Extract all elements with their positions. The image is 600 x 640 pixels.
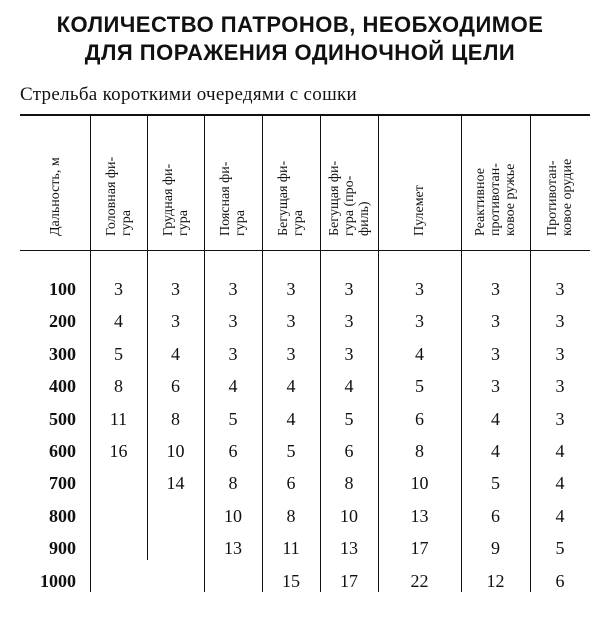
value-cell: 6 (491, 505, 500, 526)
value-cell: 3 (344, 343, 354, 364)
value-cell: 6 (228, 441, 238, 461)
page-title-line-2: ДЛЯ ПОРАЖЕНИЯ ОДИНОЧНОЙ ЦЕЛИ (84, 40, 516, 65)
value-cell: 10 (166, 441, 185, 461)
value-cell: 3 (171, 311, 180, 332)
value-cell: 9 (491, 538, 500, 559)
column-header: Бегущая фи- гура (276, 160, 306, 236)
value-cell: 3 (555, 311, 565, 332)
value-cell: 8 (344, 473, 354, 494)
table-subtitle: Стрельба короткими очередями с сошки (20, 84, 358, 105)
value-cell: 3 (415, 311, 424, 332)
distance-cell: 800 (49, 505, 76, 526)
column-header: Реактивное противотан- ковое ружье (473, 163, 518, 236)
value-cell: 3 (555, 408, 565, 429)
column-header: Бегущая фи- гура (про- филь) (326, 160, 372, 236)
value-cell: 3 (171, 279, 180, 299)
value-cell: 3 (344, 311, 354, 332)
column-header: Головная фи- гура (103, 156, 134, 236)
value-cell: 15 (282, 570, 300, 591)
value-cell: 3 (491, 311, 500, 332)
value-cell: 4 (344, 376, 354, 397)
distance-cell: 200 (49, 311, 76, 332)
value-cell: 4 (286, 408, 296, 429)
page-title-line-1: КОЛИЧЕСТВО ПАТРОНОВ, НЕОБХОДИМОЕ (56, 12, 544, 37)
value-cell: 3 (491, 279, 500, 299)
value-cell: 8 (228, 473, 238, 494)
value-cell: 3 (228, 311, 238, 332)
value-cell: 5 (114, 343, 123, 364)
value-cell: 3 (114, 279, 123, 299)
value-cell: 5 (555, 538, 565, 559)
distance-cell: 900 (49, 538, 76, 559)
value-cell: 11 (282, 538, 300, 559)
column-header: Пулемет (412, 185, 427, 236)
value-cell: 22 (410, 570, 429, 591)
value-cell: 3 (415, 279, 424, 299)
value-cell: 3 (491, 343, 500, 364)
value-cell: 3 (228, 279, 238, 299)
value-cell: 5 (415, 376, 424, 397)
value-cell: 4 (228, 376, 238, 397)
value-cell: 4 (555, 505, 565, 526)
value-cell: 13 (410, 505, 429, 526)
value-cell: 17 (410, 538, 429, 559)
value-cell: 10 (340, 505, 358, 526)
header-bottom-rule (20, 250, 590, 251)
value-cell: 4 (491, 441, 500, 461)
value-cell: 3 (491, 376, 500, 397)
value-cell: 4 (555, 441, 565, 461)
value-cell: 6 (171, 376, 180, 397)
value-cell: 8 (114, 376, 123, 397)
value-cell: 5 (286, 441, 296, 461)
column-header: Противотан- ковое орудие (545, 158, 575, 236)
value-cell: 10 (410, 473, 429, 494)
value-cell: 13 (340, 538, 358, 559)
value-cell: 4 (415, 343, 424, 364)
distance-cell: 500 (49, 408, 76, 429)
value-cell: 3 (555, 279, 565, 299)
value-cell: 11 (109, 408, 128, 429)
table-top-rule (20, 114, 590, 116)
value-cell: 3 (228, 343, 238, 364)
value-cell: 4 (491, 408, 500, 429)
value-cell: 13 (224, 538, 242, 559)
value-cell: 14 (166, 473, 185, 494)
value-cell: 10 (224, 505, 242, 526)
distance-cell: 700 (49, 473, 76, 494)
value-cell: 6 (286, 473, 296, 494)
value-cell: 17 (340, 570, 358, 591)
value-cell: 3 (286, 279, 296, 299)
value-cell: 5 (344, 408, 354, 429)
value-cell: 3 (555, 376, 565, 397)
distance-cell: 300 (49, 343, 76, 364)
distance-cell: 400 (49, 376, 76, 397)
value-cell: 4 (171, 343, 180, 364)
value-cell: 3 (555, 343, 565, 364)
distance-cell: 600 (49, 441, 76, 461)
value-cell: 4 (286, 376, 296, 397)
value-cell: 8 (171, 408, 180, 429)
value-cell: 8 (286, 505, 296, 526)
value-cell: 4 (114, 311, 123, 332)
column-header: Поясная фи- гура (218, 161, 248, 236)
value-cell: 8 (415, 441, 424, 461)
value-cell: 6 (415, 408, 424, 429)
value-cell: 4 (555, 473, 565, 494)
value-cell: 6 (555, 570, 565, 591)
column-header: Грудная фи- гура (160, 163, 191, 236)
value-cell: 3 (344, 279, 354, 299)
distance-cell: 1000 (40, 570, 76, 591)
value-cell: 3 (286, 311, 296, 332)
value-cell: 3 (286, 343, 296, 364)
value-cell: 16 (109, 441, 128, 461)
value-cell: 5 (491, 473, 500, 494)
distance-cell: 100 (49, 279, 76, 299)
value-cell: 6 (344, 441, 354, 461)
column-header: Дальность, м (47, 157, 63, 236)
value-cell: 12 (486, 570, 505, 591)
value-cell: 5 (228, 408, 238, 429)
